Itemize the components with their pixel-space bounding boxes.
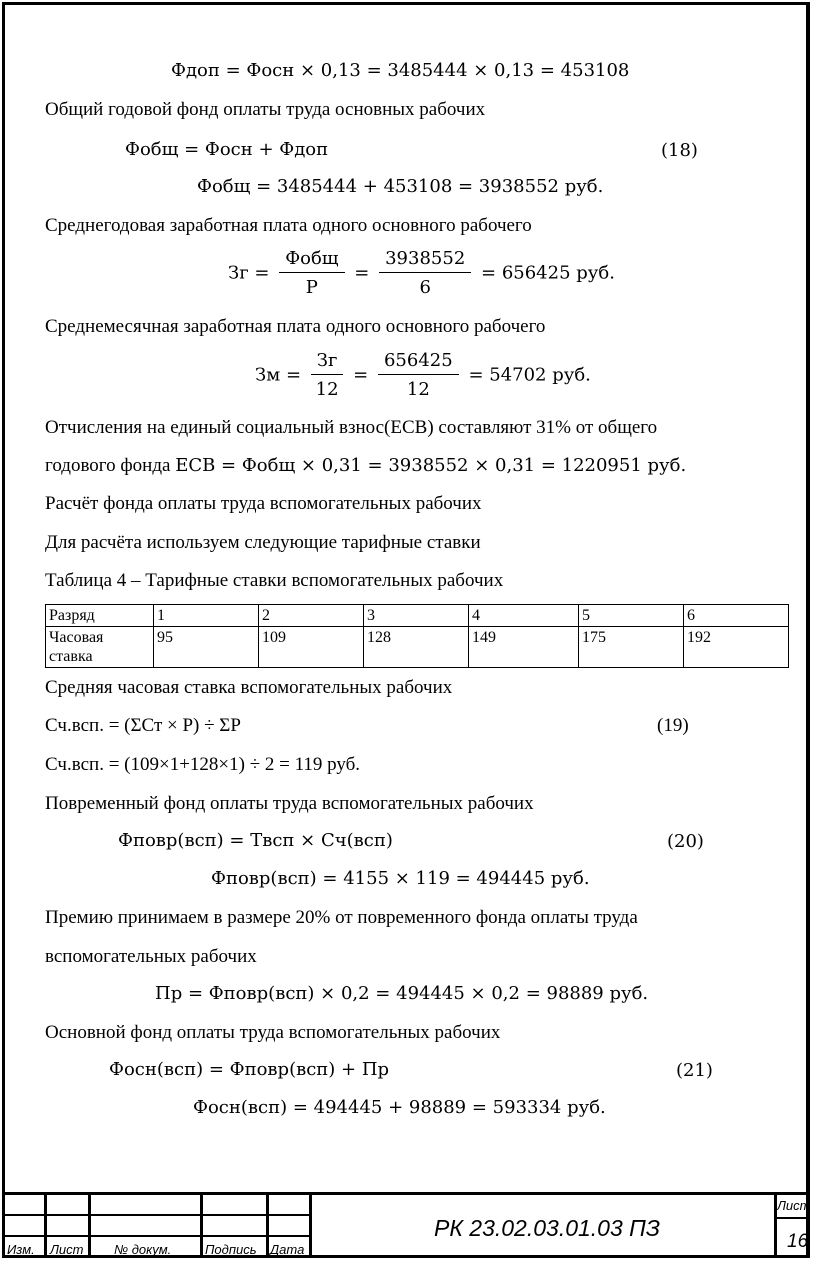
- avg-year-title: Среднегодовая заработная плата одного основного рабочего: [45, 215, 532, 236]
- divider: [2, 1235, 310, 1237]
- table-cell-rate-label: Часовая ставка: [46, 627, 154, 668]
- table-cell: 3: [364, 605, 469, 627]
- esv-line-2: [45, 454, 686, 478]
- zg-denominator-2: 6: [419, 277, 431, 298]
- zm-numerator-1: Зг: [311, 350, 344, 375]
- aux-fund-title: Расчёт фонда оплаты труда вспомогательных рабочих: [45, 493, 482, 514]
- table-caption: Таблица 4 – Тарифные ставки вспомогательных рабочих: [45, 570, 504, 591]
- stamp-date-label: Дата: [270, 1242, 305, 1257]
- table-cell: 109: [259, 627, 364, 668]
- zg-formula: [228, 248, 615, 299]
- base-fund-title: Основной фонд оплаты труда вспомогательных рабочих: [45, 1022, 501, 1043]
- stamp-list-label: Лист: [50, 1242, 84, 1257]
- zm-rhs: = 54702 руб.: [468, 364, 591, 386]
- stamp-izm-label: Изм.: [7, 1242, 35, 1257]
- zg-lhs: Зг =: [228, 262, 270, 284]
- zg-numerator-1: Фобщ: [279, 248, 344, 273]
- document-code: РК 23.02.03.01.03 ПЗ: [434, 1215, 660, 1241]
- aux-rates-intro: Для расчёта используем следующие тарифные ставки: [45, 532, 481, 553]
- zg-fraction-2: [379, 248, 471, 299]
- table-cell: 1: [154, 605, 259, 627]
- zm-denominator-1: 12: [315, 379, 339, 400]
- esv-line-2-text: годового фонда: [45, 455, 176, 476]
- zm-fraction-1: [311, 350, 344, 401]
- divider: [774, 1217, 808, 1219]
- table-row-grade: [46, 605, 789, 627]
- equation-number-19: (19): [657, 715, 689, 736]
- fosn-calc: Фосн(всп) = 494445 + 98889 = 593334 руб.: [193, 1097, 606, 1118]
- table-cell: 192: [684, 627, 789, 668]
- zm-lhs: Зм =: [255, 364, 302, 386]
- title-block: [2, 1192, 810, 1258]
- table-cell: 149: [469, 627, 579, 668]
- sch-calc: Сч.всп. = (109×1+128×1) ÷ 2 = 119 руб.: [45, 754, 361, 775]
- zm-numerator-2: 656425: [378, 350, 459, 375]
- divider: [2, 1214, 310, 1216]
- fpovr-calc: Фповр(всп) = 4155 × 119 = 494445 руб.: [211, 868, 590, 889]
- divider: [44, 1195, 47, 1258]
- table-cell: 5: [579, 605, 684, 627]
- pr-calc: Пр = Фповр(всп) × 0,2 = 494445 × 0,2 = 98889 руб.: [155, 983, 649, 1004]
- bonus-line-1: Премию принимаем в размере 20% от повременного фонда оплаты труда: [45, 907, 638, 928]
- esv-line-1: Отчисления на единый социальный взнос(ЕСВ) составляют 31% от общего: [45, 417, 658, 438]
- zg-equals: =: [354, 262, 370, 284]
- avg-month-title: Среднемесячная заработная плата одного основного рабочего: [45, 316, 546, 337]
- equation-number-21: (21): [676, 1060, 713, 1081]
- f-obsh-formula: Фобщ = Фосн + Фдоп: [125, 139, 329, 160]
- table-cell: 6: [684, 605, 789, 627]
- stamp-doc-number-label: № докум.: [114, 1242, 172, 1257]
- zm-fraction-2: [378, 350, 459, 401]
- table-cell: 4: [469, 605, 579, 627]
- table-cell: 95: [154, 627, 259, 668]
- sch-formula: Сч.всп. = (ΣСт × Р) ÷ ΣР: [45, 715, 241, 736]
- time-fund-title: Повременный фонд оплаты труда вспомогательных рабочих: [45, 793, 534, 814]
- table-row-rate: [46, 627, 789, 668]
- rates-table: [45, 604, 789, 668]
- divider: [200, 1195, 203, 1258]
- stamp-signature-label: Подпись: [205, 1242, 257, 1257]
- table-cell-grade-label: Разряд: [46, 605, 154, 627]
- avg-hour-title: Средняя часовая ставка вспомогательных рабочих: [45, 677, 453, 698]
- sheet-number: 16: [787, 1231, 809, 1252]
- divider: [88, 1195, 91, 1258]
- zg-fraction-1: [279, 248, 344, 299]
- table-cell: 128: [364, 627, 469, 668]
- zm-equals: =: [353, 364, 369, 386]
- bonus-line-2: вспомогательных рабочих: [45, 946, 257, 967]
- equation-number-18: (18): [661, 140, 698, 161]
- total-fund-title: Общий годовой фонд оплаты труда основных рабочих: [45, 99, 486, 120]
- f-dop-formula: Фдоп = Фосн × 0,13 = 3485444 × 0,13 = 453108: [171, 60, 630, 81]
- equation-number-20: (20): [667, 831, 704, 852]
- zg-rhs: = 656425 руб.: [481, 262, 615, 284]
- zg-denominator-1: Р: [305, 277, 318, 298]
- zg-numerator-2: 3938552: [379, 248, 471, 273]
- fpovr-formula: Фповр(всп) = Твсп × Сч(всп): [118, 830, 393, 851]
- f-obsh-calc: Фобщ = 3485444 + 453108 = 3938552 руб.: [197, 176, 604, 197]
- stamp-sheet-label: Лист: [777, 1198, 811, 1213]
- zm-denominator-2: 12: [406, 379, 430, 400]
- table-cell: 2: [259, 605, 364, 627]
- table-cell: 175: [579, 627, 684, 668]
- zm-formula: [255, 350, 591, 401]
- esv-formula: ЕСВ = Фобщ × 0,31 = 3938552 × 0,31 = 1220951 руб.: [175, 455, 687, 476]
- divider: [266, 1195, 269, 1258]
- fosn-formula: Фосн(всп) = Фповр(всп) + Пр: [109, 1059, 390, 1080]
- divider: [309, 1195, 312, 1258]
